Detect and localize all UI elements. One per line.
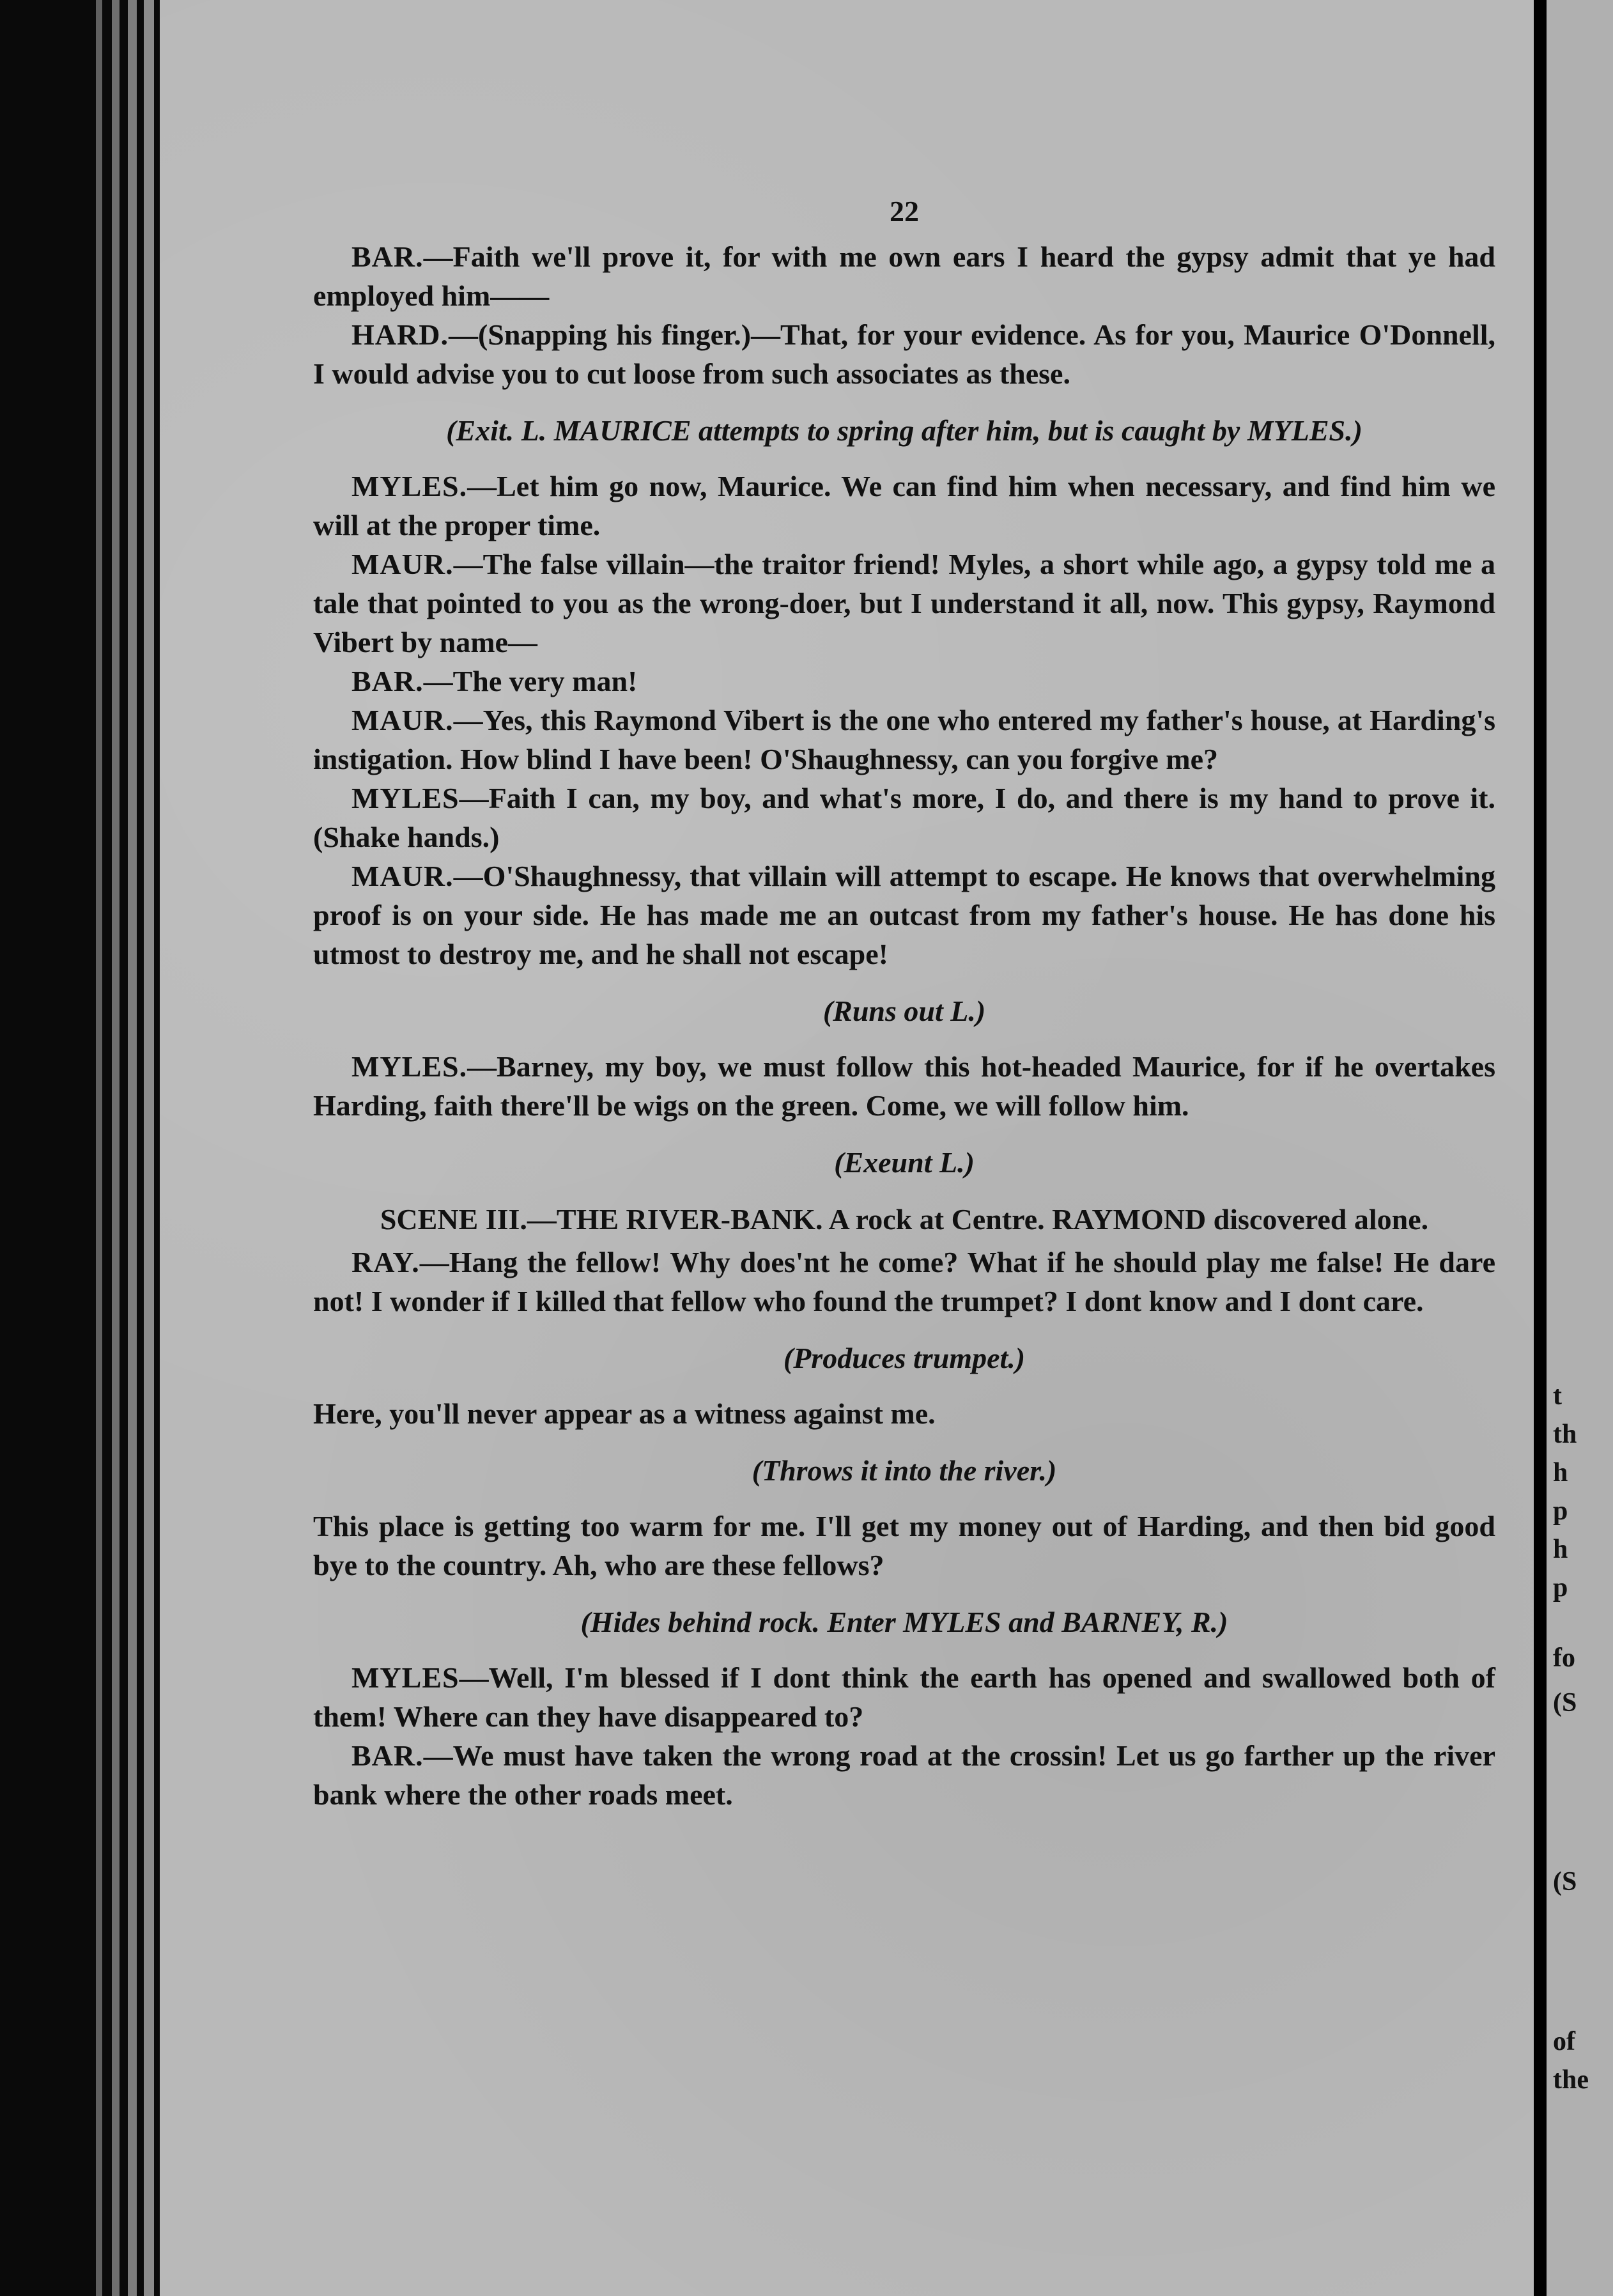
stage-direction: (Hides behind rock. Enter MYLES and BARNEY, R.) xyxy=(580,1606,1228,1638)
stage-direction: (Exeunt L.) xyxy=(834,1146,975,1179)
speech-text: —Yes, this Raymond Vibert is the one who entered my father's house, at Harding's instigation. How blind I have been! O'Shaughnessy, can you forgive me? xyxy=(313,704,1495,775)
speech-continuation: Here, you'll never appear as a witness against me. xyxy=(313,1397,936,1430)
speaker-name: MYLES. xyxy=(351,1050,468,1083)
speech-paragraph xyxy=(313,1047,1495,1125)
page-edge xyxy=(112,0,120,2296)
speech-paragraph xyxy=(313,1243,1495,1321)
speech-paragraph xyxy=(313,1658,1495,1736)
speech-text: —O'Shaughnessy, that villain will attempt to escape. He knows that overwhelming proof is on your side. He has made me an outcast from my father's house. He has done his utmost to destroy me, and he shall not escape! xyxy=(313,860,1495,970)
script-text xyxy=(313,237,1495,1814)
speaker-name: MYLES xyxy=(351,782,459,814)
fragment: the xyxy=(1553,2065,1589,2095)
page-content xyxy=(313,192,1495,1814)
speaker-name: BAR. xyxy=(351,665,424,697)
fragment: of xyxy=(1553,2027,1575,2056)
speech-text: —Barney, my boy, we must follow this hot-headed Maurice, for if he overtakes Harding, faith there'll be wigs on the green. Come, we will follow him. xyxy=(313,1050,1495,1122)
speech-paragraph xyxy=(313,545,1495,662)
page-edge xyxy=(96,0,102,2296)
adjacent-page-strip xyxy=(1547,0,1613,2296)
fragment: h xyxy=(1553,1458,1568,1487)
speech-text: —The very man! xyxy=(423,665,638,697)
speech-text: —Faith we'll prove it, for with me own ears I heard the gypsy admit that ye had employed him—— xyxy=(313,240,1495,312)
speech-paragraph xyxy=(313,857,1495,973)
speech-paragraph xyxy=(313,315,1495,393)
speech-paragraph xyxy=(313,701,1495,779)
page-edge xyxy=(128,0,137,2296)
speech-paragraph xyxy=(313,467,1495,545)
fragment: p xyxy=(1553,1573,1568,1602)
speech-text: —Faith I can, my boy, and what's more, I do, and there is my hand to prove it. (Shake hands.) xyxy=(313,782,1495,853)
speaker-name: MAUR. xyxy=(351,704,454,736)
speech-text: —(Snapping his finger.)—That, for your evidence. As for you, Maurice O'Donnell, I would advise you to cut loose from such associates as these. xyxy=(313,318,1495,390)
speech-paragraph xyxy=(313,779,1495,857)
speaker-name: MAUR. xyxy=(351,860,454,892)
speech-paragraph xyxy=(313,1736,1495,1814)
speaker-name: RAY. xyxy=(351,1246,420,1278)
stage-direction: (Runs out L.) xyxy=(822,995,986,1027)
fragment: p xyxy=(1553,1496,1568,1526)
fragment: t xyxy=(1553,1381,1562,1411)
fragment: (S xyxy=(1553,1688,1577,1718)
stage-direction: (Produces trumpet.) xyxy=(783,1342,1026,1374)
speaker-name: BAR. xyxy=(351,240,424,273)
speaker-name: HARD. xyxy=(351,318,449,351)
page-edge xyxy=(144,0,154,2296)
stage-direction: (Exit. L. MAURICE attempts to spring after him, but is caught by MYLES.) xyxy=(446,414,1362,447)
book-gutter xyxy=(0,0,160,2296)
speech-paragraph xyxy=(313,237,1495,315)
page-number: 22 xyxy=(890,195,919,228)
fragment: (S xyxy=(1553,1867,1577,1897)
stage-direction: (Throws it into the river.) xyxy=(752,1454,1057,1487)
fragment: fo xyxy=(1553,1643,1575,1673)
speaker-name: BAR. xyxy=(351,1739,424,1772)
speech-continuation: This place is getting too warm for me. I'll get my money out of Harding, and then bid good bye to the country. Ah, who are these fellows? xyxy=(313,1510,1495,1581)
speech-text: —We must have taken the wrong road at the crossin! Let us go farther up the river bank where the other roads meet. xyxy=(313,1739,1495,1811)
fragment: h xyxy=(1553,1535,1568,1564)
speech-text: —Hang the fellow! Why does'nt he come? What if he should play me false! He dare not! I wonder if I killed that fellow who found the trumpet? I dont know and I dont care. xyxy=(313,1246,1495,1317)
speaker-name: MAUR. xyxy=(351,548,454,580)
speaker-name: MYLES xyxy=(351,1661,459,1694)
speech-paragraph xyxy=(313,662,1495,701)
speech-text: —The false villain—the traitor friend! Myles, a short while ago, a gypsy told me a tale that pointed to you as the wrong-doer, but I understand it all, now. This gypsy, Raymond Vibert by name— xyxy=(313,548,1495,658)
fragment: th xyxy=(1553,1420,1577,1449)
speaker-name: MYLES. xyxy=(351,470,468,502)
scene-heading: SCENE III.—THE RIVER-BANK. A rock at Centre. RAYMOND discovered alone. xyxy=(380,1203,1429,1236)
speech-text: —Well, I'm blessed if I dont think the earth has opened and swallowed both of them! Where can they have disappeared to? xyxy=(313,1661,1495,1733)
speech-text: —Let him go now, Maurice. We can find him when necessary, and find him we will at the proper time. xyxy=(313,470,1495,541)
